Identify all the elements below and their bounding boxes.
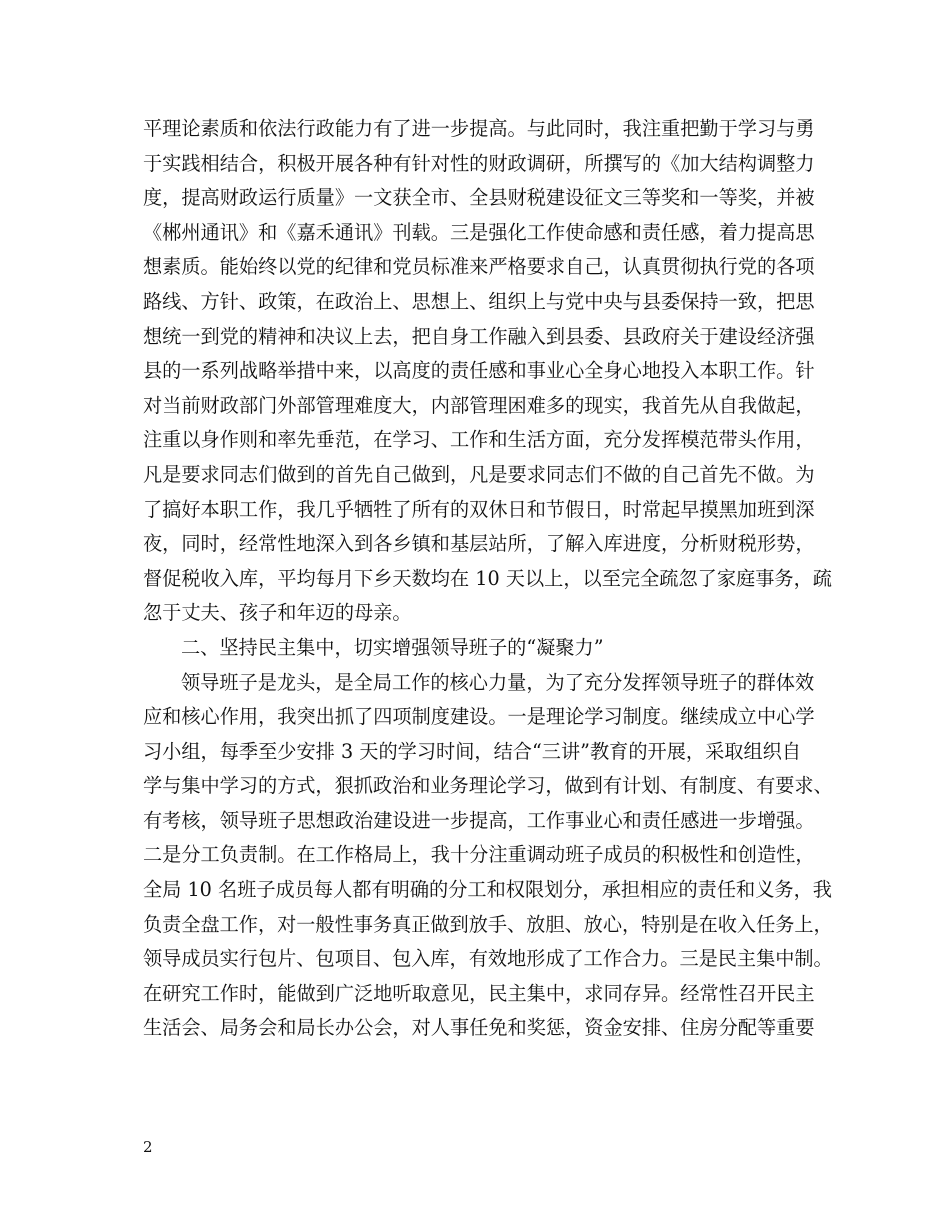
text-line: 全局 10 名班子成员每人都有明确的分工和权限划分，承担相应的责任和义务，我: [143, 878, 832, 902]
text-line: 督促税收入库，平均每月下乡天数均在 10 天以上，以至完全疏忽了家庭事务，疏: [143, 566, 832, 590]
paragraph-start-line: 二、坚持民主集中，切实增强领导班子的“凝聚力”: [181, 635, 604, 659]
body-text: [143, 112, 833, 1046]
text-line: 忽于丈夫、孩子和年迈的母亲。: [143, 601, 412, 625]
text-line: 《郴州通讯》和《嘉禾通讯》刊载。三是强化工作使命感和责任感，着力提高思: [143, 220, 815, 244]
text-line: 想统一到党的精神和决议上去，把自身工作融入到县委、县政府关于建设经济强: [143, 324, 815, 348]
text-line: 生活会、局务会和局长办公会，对人事任免和奖惩，资金安排、住房分配等重要: [143, 1016, 815, 1040]
text-line: 有考核，领导班子思想政治建设进一步提高，工作事业心和责任感进一步增强。: [143, 808, 815, 832]
text-line: 应和核心作用，我突出抓了四项制度建设。一是理论学习制度。继续成立中心学: [143, 705, 815, 729]
text-line: 了搞好本职工作，我几乎牺牲了所有的双休日和节假日，时常起早摸黑加班到深: [143, 497, 815, 521]
text-line: 于实践相结合，积极开展各种有针对性的财政调研，所撰写的《加大结构调整力: [143, 151, 815, 175]
text-line: 二是分工负责制。在工作格局上，我十分注重调动班子成员的积极性和创造性，: [143, 843, 815, 867]
text-line: 度，提高财政运行质量》一文获全市、全县财税建设征文三等奖和一等奖，并被: [143, 186, 815, 210]
text-line: 路线、方针、政策，在政治上、思想上、组织上与党中央与县委保持一致，把思: [143, 289, 815, 313]
paragraph-start-line: 领导班子是龙头，是全局工作的核心力量，为了充分发挥领导班子的群体效: [181, 670, 815, 694]
text-line: 平理论素质和依法行政能力有了进一步提高。与此同时，我注重把勤于学习与勇: [143, 117, 815, 140]
text-line: 夜，同时，经常性地深入到各乡镇和基层站所，了解入库进度，分析财税形势，: [143, 532, 815, 556]
page-number: 2: [143, 1138, 153, 1156]
text-line: 对当前财政部门外部管理难度大，内部管理困难多的现实，我首先从自我做起，: [143, 393, 815, 417]
text-line: 领导成员实行包片、包项目、包入库，有效地形成了工作合力。三是民主集中制。: [143, 947, 833, 971]
text-line: 负责全盘工作，对一般性事务真正做到放手、放胆、放心，特别是在收入任务上，: [143, 912, 833, 936]
text-line: 学与集中学习的方式，狠抓政治和业务理论学习，做到有计划、有制度、有要求、: [143, 774, 833, 798]
text-line: 想素质。能始终以党的纪律和党员标准来严格要求自己，认真贯彻执行党的各项: [143, 255, 815, 279]
text-line: 凡是要求同志们做到的首先自己做到，凡是要求同志们不做的自己首先不做。为: [143, 462, 815, 486]
text-line: 注重以身作则和率先垂范，在学习、工作和生活方面，充分发挥模范带头作用，: [143, 428, 815, 452]
text-line: 习小组，每季至少安排 3 天的学习时间，结合“三讲”教育的开展，采取组织自: [143, 739, 802, 763]
text-line: 在研究工作时，能做到广泛地听取意见，民主集中，求同存异。经常性召开民主: [143, 981, 815, 1005]
text-line: 县的一系列战略举措中来，以高度的责任感和事业心全身心地投入本职工作。针: [143, 359, 815, 383]
